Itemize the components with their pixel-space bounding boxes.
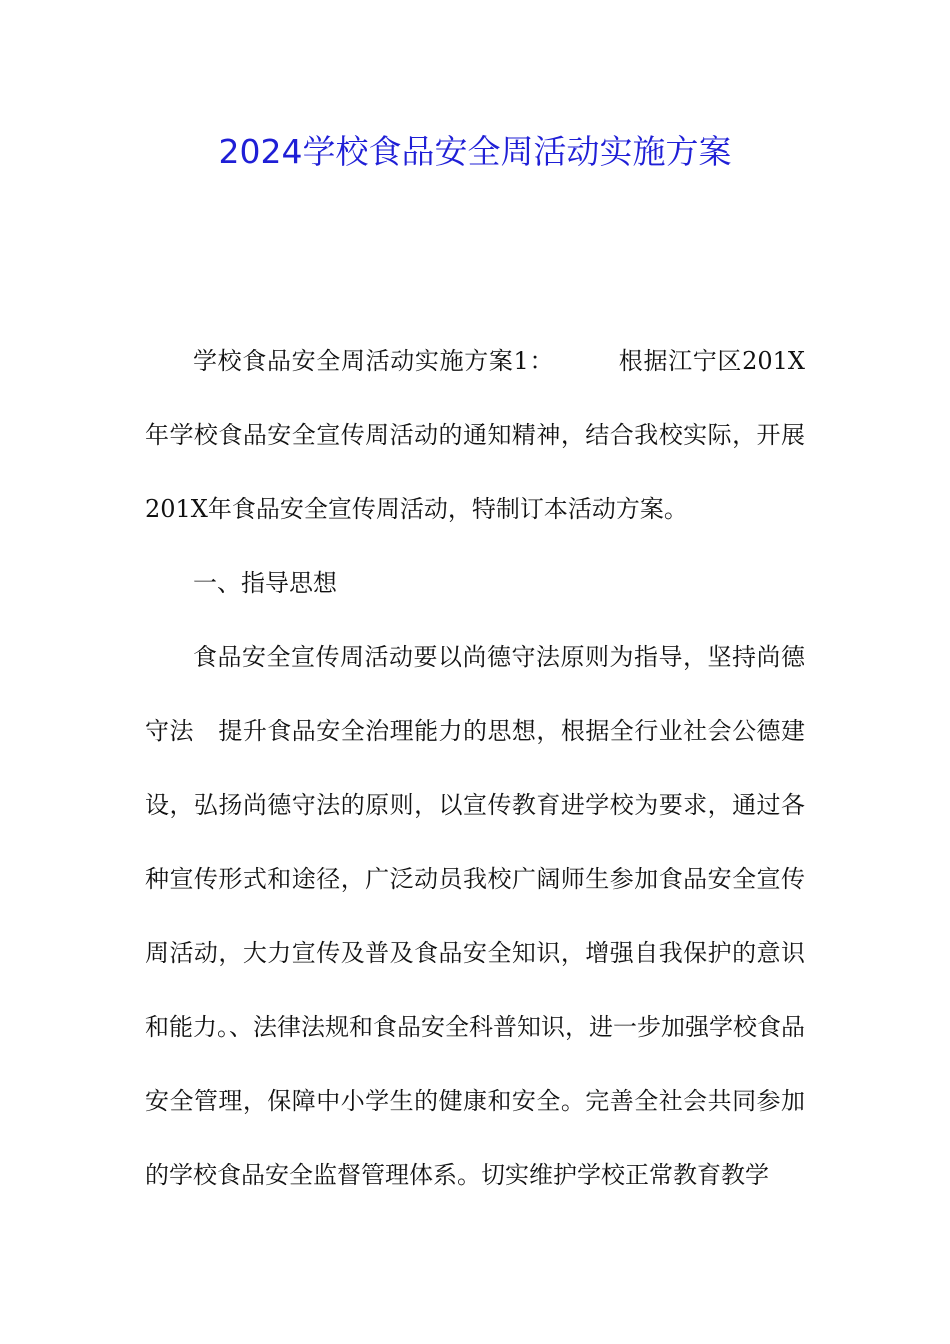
intro-text: 根据江宁区201X年学校食品安全宣传周活动的通知精神，结合我校实际，开展201X年食品安全宣传周活动，特制订本活动方案。 [145,347,805,523]
document-title: 2024学校食品安全周活动实施方案 [218,132,732,171]
intro-heading: 学校食品安全周活动实施方案1： [193,347,555,375]
guiding-ideology-text-part2: 提升食品安全治理能力的思想，根据全行业社会公德建设，弘扬尚德守法的原则，以宣传教育进学校为要求，通过各种宣传形式和途径，广泛动员我校广阔师生参加食品安全宣传周活动，大力宣传及普及食品安全知识，增强自我保护的意识和能力。、法律法规和食品安全科普知识，进一步加强学校食品安全管理，保障中小学生的健康和安全。完善全社会共同参加的学校食品安全监督管理体系。切实维护学校正常教育教学 [145,717,806,1189]
guiding-ideology-text-part1: 食品安全宣传周活动要以尚德守法原则为指导，坚持尚德守法 [145,643,805,745]
section-heading-guiding-ideology: 一、指导思想 [193,569,337,597]
intro-paragraph [145,324,805,546]
guiding-ideology-paragraph [145,620,805,1212]
